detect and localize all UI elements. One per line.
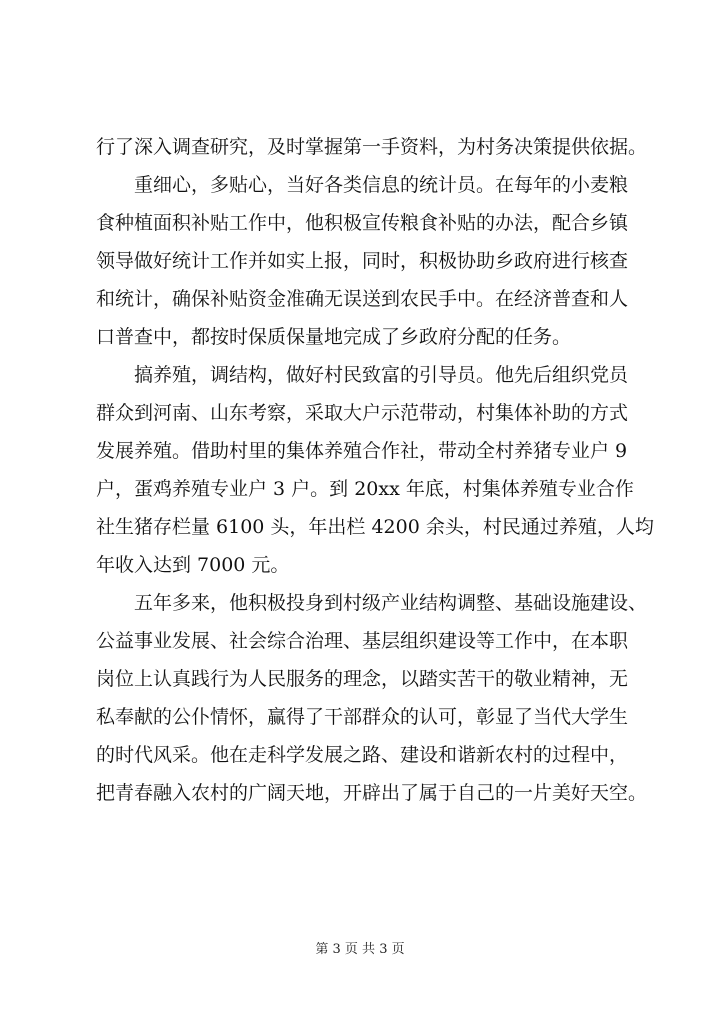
text-line: 社生猪存栏量 6100 头，年出栏 4200 余头，村民通过养殖，人均 <box>96 516 654 538</box>
text-line: 岗位上认真践行为人民服务的理念，以踏实苦干的敬业精神，无 <box>96 668 629 690</box>
text-line: 户，蛋鸡养殖专业户 3 户。到 20xx 年底，村集体养殖专业合作 <box>96 478 634 500</box>
text-line: 年收入达到 7000 元。 <box>96 554 290 576</box>
text-line: 私奉献的公仆情怀，赢得了干部群众的认可，彰显了当代大学生 <box>96 706 629 728</box>
text-line: 搞养殖，调结构，做好村民致富的引导员。他先后组织党员 <box>134 364 629 386</box>
text-line: 行了深入调查研究，及时掌握第一手资料，为村务决策提供依据。 <box>96 136 648 158</box>
text-line: 重细心，多贴心，当好各类信息的统计员。在每年的小麦粮 <box>134 174 629 196</box>
text-line: 的时代风采。他在走科学发展之路、建设和谐新农村的过程中， <box>96 744 629 766</box>
text-line: 把青春融入农村的广阔天地，开辟出了属于自己的一片美好天空。 <box>96 782 648 804</box>
text-line: 领导做好统计工作并如实上报，同时，积极协助乡政府进行核查 <box>96 250 629 272</box>
text-line: 公益事业发展、社会综合治理、基层组织建设等工作中，在本职 <box>96 630 629 652</box>
text-line: 五年多来，他积极投身到村级产业结构调整、基础设施建设、 <box>134 592 648 614</box>
page-number-footer: 第 3 页 共 3 页 <box>315 942 405 957</box>
text-line: 发展养殖。借助村里的集体养殖合作社，带动全村养猪专业户 9 <box>96 440 628 462</box>
text-line: 和统计，确保补贴资金准确无误送到农民手中。在经济普查和人 <box>96 288 629 310</box>
text-line: 食种植面积补贴工作中，他积极宣传粮食补贴的办法，配合乡镇 <box>96 212 629 234</box>
text-line: 群众到河南、山东考察，采取大户示范带动，村集体补助的方式 <box>96 402 629 424</box>
text-line: 口普查中，都按时保质保量地完成了乡政府分配的任务。 <box>96 326 572 348</box>
